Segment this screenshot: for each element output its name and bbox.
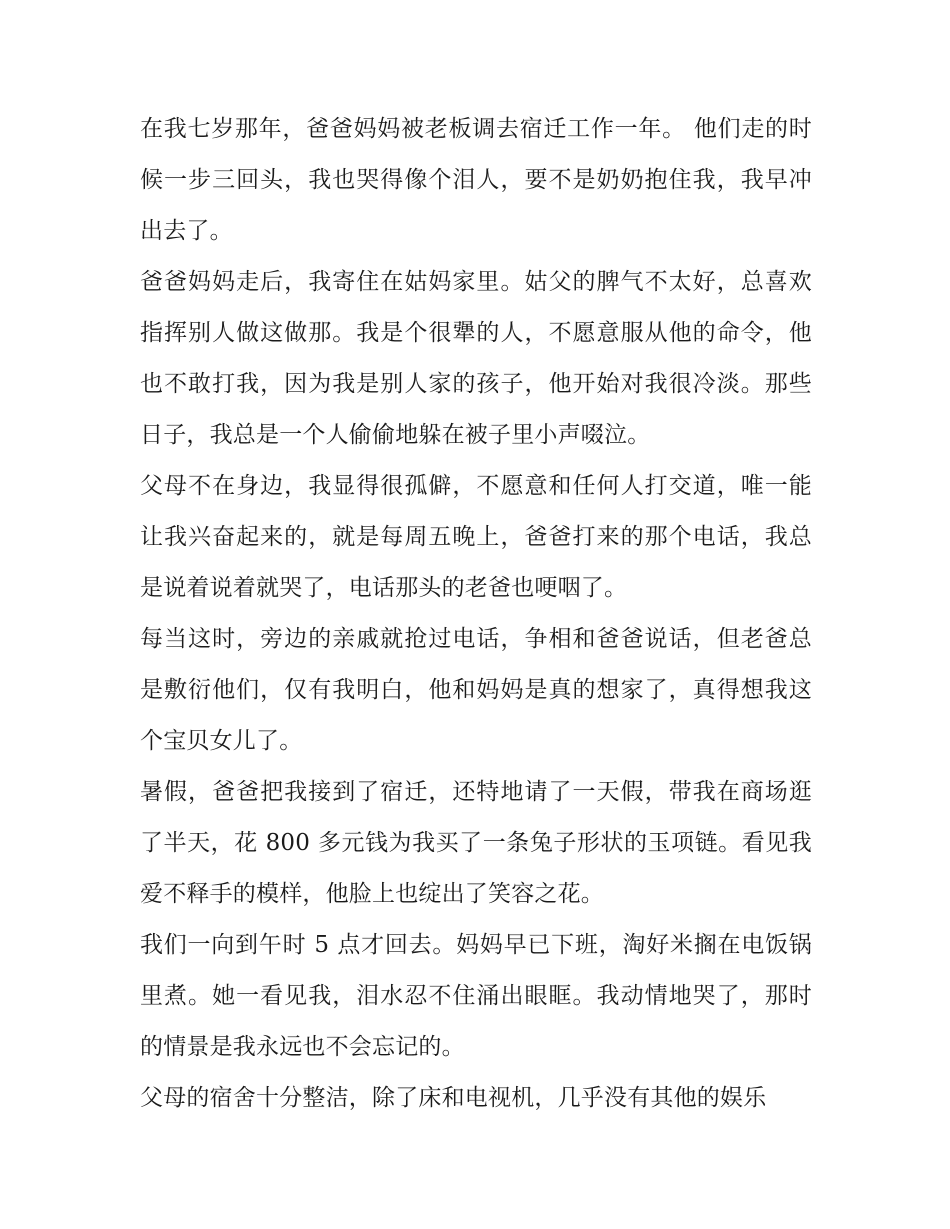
paragraph-4: 每当这时，旁边的亲戚就抢过电话，争相和爸爸说话，但老爸总是敷衍他们，仅有我明白，他和妈妈是真的想家了，真得想我这个宝贝女儿了。 (140, 626, 812, 754)
paragraph-1: 在我七岁那年，爸爸妈妈被老板调去宿迁工作一年。 他们走的时候一步三回头，我也哭得像个泪人，要不是奶奶抱住我，我早冲出去了。 (140, 116, 812, 244)
paragraph-6: 我们一向到午时 5 点才回去。妈妈早已下班，淘好米搁在电饭锅里煮。她一看见我，泪水忍不住涌出眼眶。我动情地哭了，那时的情景是我永远也不会忘记的。 (140, 932, 812, 1060)
paragraph-2: 爸爸妈妈走后，我寄住在姑妈家里。姑父的脾气不太好，总喜欢指挥别人做这做那。我是个很犟的人，不愿意服从他的命令，他也不敢打我，因为我是别人家的孩子，他开始对我很冷淡。那些日子，我总是一个人偷偷地躲在被子里小声啜泣。 (140, 269, 812, 448)
document-body (140, 104, 812, 1124)
paragraph-5: 暑假，爸爸把我接到了宿迁，还特地请了一天假，带我在商场逛了半天，花 800 多元钱为我买了一条兔子形状的玉项链。看见我爱不释手的模样，他脸上也绽出了笑容之花。 (140, 779, 812, 907)
paragraph-3: 父母不在身边，我显得很孤僻，不愿意和任何人打交道，唯一能让我兴奋起来的，就是每周五晚上，爸爸打来的那个电话，我总是说着说着就哭了，电话那头的老爸也哽咽了。 (140, 473, 812, 601)
paragraph-7: 父母的宿舍十分整洁，除了床和电视机，几乎没有其他的娱乐 (140, 1085, 767, 1111)
